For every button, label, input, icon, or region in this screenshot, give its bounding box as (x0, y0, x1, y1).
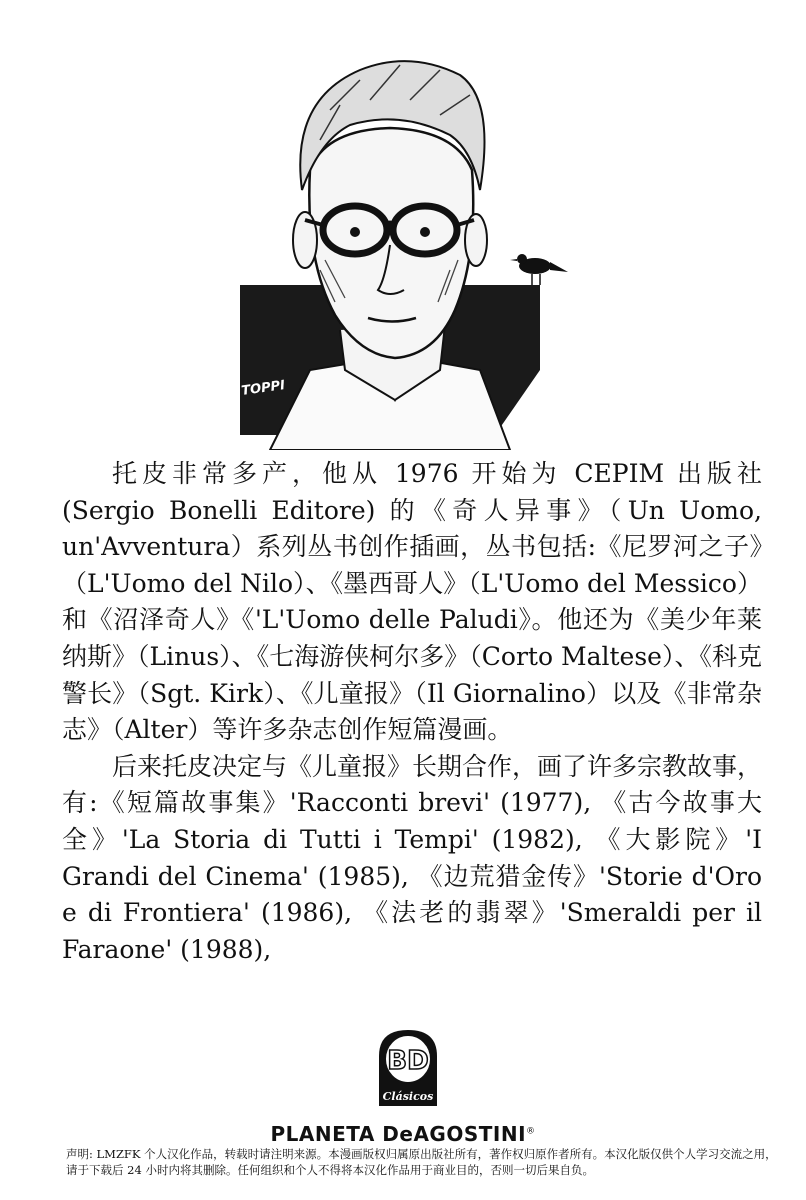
portrait-illustration (210, 40, 580, 450)
article-body (62, 456, 762, 968)
registered-mark: ® (526, 1126, 536, 1137)
publisher-name: PLANETA DeAGOSTINI (270, 1122, 527, 1146)
publisher-logo (0, 1122, 806, 1146)
artist-signature: TOPPI (240, 378, 286, 399)
paragraph: 托皮非常多产，他从 1976 开始为 CEPIM 出版社 (Sergio Bonelli Editore) 的《奇人异事》（Un Uomo, un'Avventura）系列丛书创作插画，丛书包括:《尼罗河之子》（L'Uomo del Nilo）、《墨西哥人》（L'Uomo del Messico）和《沼泽奇人》《'L'Uomo delle Paludi》。他还为《美少年莱纳斯》（Linus）、《七海游侠柯尔多》（Corto Maltese）、《科克警长》（Sgt. Kirk）、《儿童报》（Il Giornalino）以及《非常杂志》（Alter）等许多杂志创作短篇漫画。 (62, 459, 762, 745)
paragraph: 后来托皮决定与《儿童报》长期合作，画了许多宗教故事，有:《短篇故事集》'Racconti brevi' (1977), 《古今故事大全》'La Storia di Tutti i Tempi' (1982), 《大影院》'I Grandi del Cinema' (1985), 《边荒猎金传》'Storie d'Oro e di Frontiera' (1986), 《法老的翡翠》'Smeraldi per il Faraone' (1988), (62, 751, 763, 964)
disclaimer-text: 声明: LMZFK 个人汉化作品，转载时请注明来源。本漫画版权归属原出版社所有，著作权归原作者所有。本汉化版仅供个人学习交流之用，请于下载后 24 小时内将其删除。任何组织和个人不得将本汉化作品用于商业目的，否则一切后果自负。 (66, 1147, 777, 1177)
bird (510, 254, 568, 285)
bd-clasicos-badge (373, 1026, 443, 1114)
badge-bottom-text: Clásicos (382, 1090, 434, 1103)
badge-top-text: BD (387, 1046, 429, 1076)
